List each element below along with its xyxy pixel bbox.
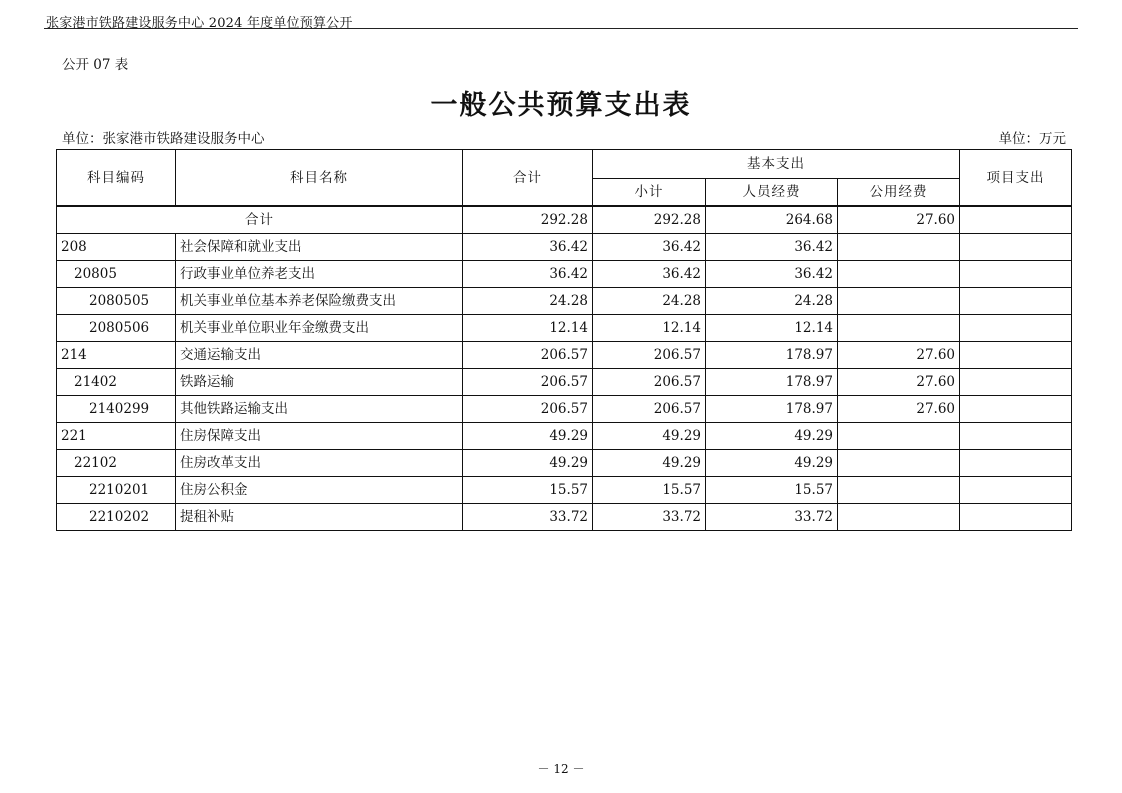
row-total: 24.28 bbox=[463, 288, 593, 315]
row-code: 22102 bbox=[57, 450, 176, 477]
row-personnel: 49.29 bbox=[706, 450, 838, 477]
row-name: 提租补贴 bbox=[176, 504, 463, 531]
col-header-basic: 基本支出 bbox=[593, 150, 960, 179]
row-name: 机关事业单位基本养老保险缴费支出 bbox=[176, 288, 463, 315]
row-code: 221 bbox=[57, 423, 176, 450]
row-project bbox=[960, 369, 1072, 396]
table-row bbox=[57, 315, 1072, 342]
col-header-personnel: 人员经费 bbox=[706, 179, 838, 207]
header-rule bbox=[44, 28, 1078, 29]
table-row bbox=[57, 450, 1072, 477]
row-name: 铁路运输 bbox=[176, 369, 463, 396]
row-personnel: 178.97 bbox=[706, 396, 838, 423]
row-total: 36.42 bbox=[463, 261, 593, 288]
col-header-code: 科目编码 bbox=[57, 150, 176, 207]
row-personnel: 15.57 bbox=[706, 477, 838, 504]
row-project bbox=[960, 288, 1072, 315]
row-subtotal: 49.29 bbox=[593, 423, 706, 450]
total-row bbox=[57, 206, 1072, 234]
row-public bbox=[838, 423, 960, 450]
total-personnel: 264.68 bbox=[706, 206, 838, 234]
row-name: 住房保障支出 bbox=[176, 423, 463, 450]
table-row bbox=[57, 342, 1072, 369]
row-personnel: 49.29 bbox=[706, 423, 838, 450]
row-subtotal: 49.29 bbox=[593, 450, 706, 477]
row-public: 27.60 bbox=[838, 369, 960, 396]
row-code: 2080506 bbox=[57, 315, 176, 342]
col-header-project: 项目支出 bbox=[960, 150, 1072, 207]
row-code: 214 bbox=[57, 342, 176, 369]
table-row bbox=[57, 369, 1072, 396]
row-subtotal: 33.72 bbox=[593, 504, 706, 531]
row-total: 12.14 bbox=[463, 315, 593, 342]
row-project bbox=[960, 234, 1072, 261]
row-total: 36.42 bbox=[463, 234, 593, 261]
row-subtotal: 12.14 bbox=[593, 315, 706, 342]
row-code: 20805 bbox=[57, 261, 176, 288]
row-subtotal: 206.57 bbox=[593, 396, 706, 423]
row-name: 住房改革支出 bbox=[176, 450, 463, 477]
col-header-subtotal: 小计 bbox=[593, 179, 706, 207]
total-label: 合计 bbox=[57, 206, 463, 234]
row-code: 208 bbox=[57, 234, 176, 261]
row-public: 27.60 bbox=[838, 342, 960, 369]
row-project bbox=[960, 315, 1072, 342]
row-subtotal: 15.57 bbox=[593, 477, 706, 504]
row-project bbox=[960, 261, 1072, 288]
unit-name: 单位：张家港市铁路建设服务中心 bbox=[62, 131, 265, 147]
currency-unit: 单位：万元 bbox=[998, 131, 1066, 147]
total-project bbox=[960, 206, 1072, 234]
page-number: － 12 － bbox=[537, 762, 585, 776]
row-personnel: 178.97 bbox=[706, 342, 838, 369]
row-subtotal: 36.42 bbox=[593, 234, 706, 261]
row-project bbox=[960, 396, 1072, 423]
row-subtotal: 24.28 bbox=[593, 288, 706, 315]
table-row bbox=[57, 477, 1072, 504]
row-project bbox=[960, 477, 1072, 504]
row-name: 社会保障和就业支出 bbox=[176, 234, 463, 261]
row-personnel: 178.97 bbox=[706, 369, 838, 396]
row-name: 住房公积金 bbox=[176, 477, 463, 504]
row-personnel: 36.42 bbox=[706, 234, 838, 261]
row-name: 交通运输支出 bbox=[176, 342, 463, 369]
table-code: 公开 07 表 bbox=[62, 57, 129, 73]
row-public bbox=[838, 234, 960, 261]
row-personnel: 33.72 bbox=[706, 504, 838, 531]
row-code: 21402 bbox=[57, 369, 176, 396]
table-row bbox=[57, 396, 1072, 423]
total-public: 27.60 bbox=[838, 206, 960, 234]
row-total: 15.57 bbox=[463, 477, 593, 504]
row-project bbox=[960, 450, 1072, 477]
table-row bbox=[57, 504, 1072, 531]
budget-table bbox=[56, 149, 1072, 531]
row-public: 27.60 bbox=[838, 396, 960, 423]
row-subtotal: 36.42 bbox=[593, 261, 706, 288]
row-subtotal: 206.57 bbox=[593, 342, 706, 369]
row-code: 2210201 bbox=[57, 477, 176, 504]
row-subtotal: 206.57 bbox=[593, 369, 706, 396]
table-row bbox=[57, 288, 1072, 315]
row-name: 行政事业单位养老支出 bbox=[176, 261, 463, 288]
row-total: 206.57 bbox=[463, 342, 593, 369]
row-total: 49.29 bbox=[463, 423, 593, 450]
row-project bbox=[960, 504, 1072, 531]
row-public bbox=[838, 261, 960, 288]
row-public bbox=[838, 315, 960, 342]
row-personnel: 12.14 bbox=[706, 315, 838, 342]
row-name: 机关事业单位职业年金缴费支出 bbox=[176, 315, 463, 342]
row-public bbox=[838, 450, 960, 477]
table-row bbox=[57, 261, 1072, 288]
table-row bbox=[57, 234, 1072, 261]
row-public bbox=[838, 504, 960, 531]
row-project bbox=[960, 342, 1072, 369]
row-public bbox=[838, 477, 960, 504]
row-code: 2210202 bbox=[57, 504, 176, 531]
row-personnel: 36.42 bbox=[706, 261, 838, 288]
row-total: 206.57 bbox=[463, 369, 593, 396]
total-subtotal: 292.28 bbox=[593, 206, 706, 234]
row-total: 49.29 bbox=[463, 450, 593, 477]
col-header-public: 公用经费 bbox=[838, 179, 960, 207]
row-total: 33.72 bbox=[463, 504, 593, 531]
running-header: 张家港市铁路建设服务中心 2024 年度单位预算公开 bbox=[46, 16, 353, 31]
table-body bbox=[57, 206, 1072, 531]
col-header-total: 合计 bbox=[463, 150, 593, 207]
row-name: 其他铁路运输支出 bbox=[176, 396, 463, 423]
row-public bbox=[838, 288, 960, 315]
total-amount: 292.28 bbox=[463, 206, 593, 234]
col-header-name: 科目名称 bbox=[176, 150, 463, 207]
table-header bbox=[57, 150, 1072, 207]
row-total: 206.57 bbox=[463, 396, 593, 423]
row-personnel: 24.28 bbox=[706, 288, 838, 315]
row-code: 2140299 bbox=[57, 396, 176, 423]
row-project bbox=[960, 423, 1072, 450]
table-row bbox=[57, 423, 1072, 450]
row-code: 2080505 bbox=[57, 288, 176, 315]
page-title: 一般公共预算支出表 bbox=[430, 90, 692, 121]
